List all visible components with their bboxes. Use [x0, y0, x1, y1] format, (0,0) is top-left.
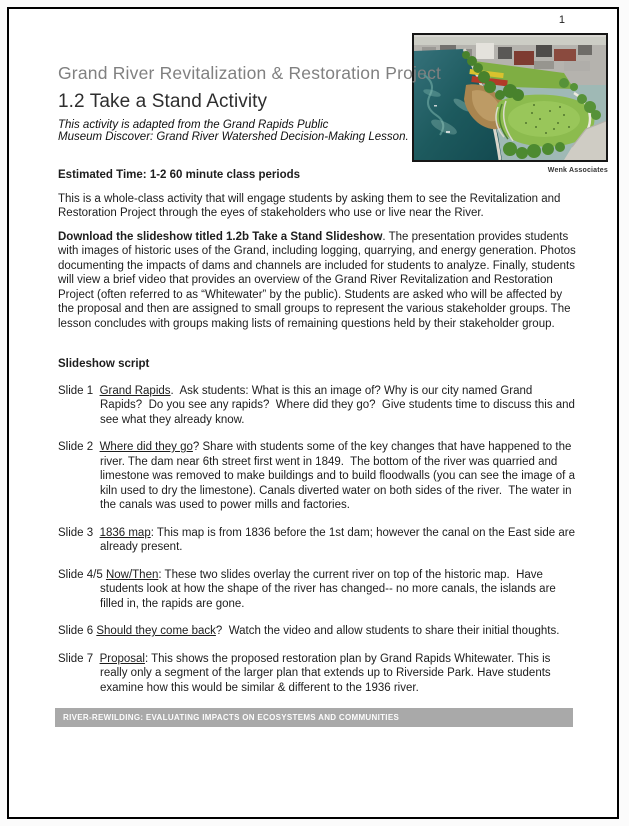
slide-6-prefix: Slide 6	[58, 625, 97, 637]
slide-2-prefix: Slide 2	[58, 441, 100, 453]
slide-item-1	[58, 384, 577, 428]
slide-4-5-prefix: Slide 4/5	[58, 568, 106, 581]
slide-3-label: 1836 map	[99, 526, 151, 539]
project-title: Grand River Revitalization & Restoration Project	[58, 63, 442, 83]
intro-paragraph: This is a whole-class activity that will engage students by asking them to see the Revitalization and Restoration Project through the eyes of stakeholders who use or live near the River.	[58, 192, 564, 219]
slide-item-7	[58, 652, 577, 696]
page-number: 1	[558, 14, 565, 26]
slide-1-text: . Ask students: What is this an image of? Why is our city named Grand Rapids? Do you see any rapids? Where did they go? Give students time to discuss this and see what they already know.	[100, 384, 579, 426]
activity-title: 1.2 Take a Stand Activity	[58, 91, 268, 112]
slide-4-5-label: Now/Then	[105, 568, 159, 581]
slide-item-4-5	[58, 568, 577, 612]
slide-7-label: Proposal	[99, 652, 145, 665]
footer-banner: RIVER-REWILDING: EVALUATING IMPACTS ON ECOSYSTEMS AND COMMUNITIES	[55, 708, 573, 727]
slide-3-prefix: Slide 3	[58, 526, 100, 539]
slideshow-script-list	[58, 384, 577, 696]
download-lead: Download the slideshow titled 1.2b Take a Stand Slideshow	[58, 230, 383, 243]
document-content	[9, 9, 617, 727]
adapted-from-line1: This activity is adapted from the Grand Rapids Public	[58, 119, 329, 131]
document-page	[7, 7, 619, 819]
slide-2-text: ? Share with students some of the key changes that have happened to the river. The dam near 6th street first went in 1849. The bottom of the river was quarried and limestone was removed to make buildings and to build floodwalls (you can see the image of a kiln used to dry the limestone). Canals diverted water on both sides of the river. The water in the canals was used to power mills and factories.	[100, 441, 579, 511]
slide-item-6	[58, 624, 577, 639]
slide-2-label: Where did they go	[99, 441, 193, 453]
slide-item-3	[58, 526, 577, 555]
slide-1-prefix: Slide 1	[58, 384, 100, 397]
slide-7-text: : This shows the proposed restoration plan by Grand Rapids Whitewater. This is really only a segment of the larger plan that extends up to Riverside Park. Have students examine how this would be similar & different to the 1936 river.	[100, 652, 554, 694]
download-paragraph	[58, 230, 580, 332]
adapted-from-note	[58, 119, 577, 143]
slide-item-2	[58, 440, 577, 513]
slide-3-text: : This map is from 1836 before the 1st dam; however the canal on the East side are already present.	[100, 526, 579, 553]
estimated-time: Estimated Time: 1-2 60 minute class periods	[58, 169, 301, 181]
slideshow-script-heading: Slideshow script	[58, 358, 150, 370]
download-rest: . The presentation provides students with images of historic uses of the Grand, including logging, quarrying, and energy generation. Photos documenting the impacts of dams and channels are included for students to analyze. Finally, students will view a brief video that provides an overview of the Grand River Revitalization and Restoration Project (often referred to as “Whitewater” by the public). Students are asked who will be affected by the proposal and then are assigned to small groups to represent the various stakeholder groups. The lesson concludes with groups making lists of remaining questions held by their stakeholder group.	[58, 230, 580, 330]
slide-7-prefix: Slide 7	[58, 652, 100, 665]
slide-1-label: Grand Rapids	[99, 384, 171, 397]
hero-image-credit: Wenk Associates	[547, 167, 608, 174]
slide-4-5-text: : These two slides overlay the current river on top of the historic map. Have students look at how the shape of the river has changed-- no more canals, the islands are filled in, the rapids are gone.	[100, 568, 559, 610]
adapted-from-line2: Museum Discover: Grand River Watershed Decision-Making Lesson.	[58, 131, 409, 143]
slide-6-text: ? Watch the video and allow students to share their initial thoughts.	[215, 625, 560, 637]
slide-6-label: Should they come back	[96, 625, 216, 637]
